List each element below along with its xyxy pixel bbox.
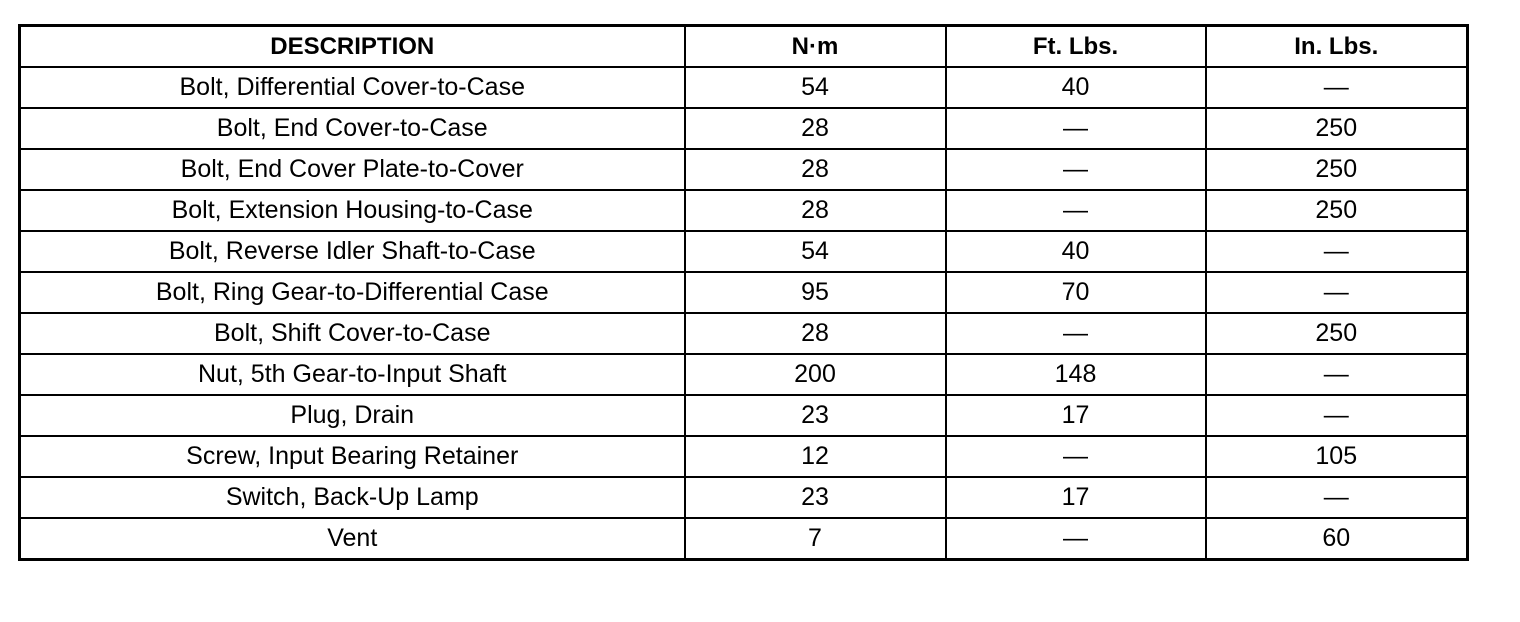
table-row — [20, 149, 1468, 190]
table-row — [20, 231, 1468, 272]
cell-foot-pounds: — — [946, 436, 1206, 477]
cell-newton-meters: 28 — [685, 108, 946, 149]
cell-description: Bolt, Extension Housing-to-Case — [20, 190, 685, 231]
cell-foot-pounds: — — [946, 313, 1206, 354]
cell-foot-pounds: 40 — [946, 231, 1206, 272]
cell-inch-pounds: — — [1206, 395, 1468, 436]
cell-description: Bolt, Ring Gear-to-Differential Case — [20, 272, 685, 313]
header-inch-pounds: In. Lbs. — [1206, 26, 1468, 68]
cell-description: Switch, Back-Up Lamp — [20, 477, 685, 518]
cell-foot-pounds: — — [946, 190, 1206, 231]
table-row — [20, 395, 1468, 436]
cell-newton-meters: 54 — [685, 231, 946, 272]
cell-foot-pounds: 17 — [946, 395, 1206, 436]
table-row — [20, 436, 1468, 477]
cell-inch-pounds: — — [1206, 231, 1468, 272]
cell-description: Bolt, End Cover-to-Case — [20, 108, 685, 149]
cell-newton-meters: 95 — [685, 272, 946, 313]
cell-newton-meters: 12 — [685, 436, 946, 477]
torque-specifications-table — [18, 24, 1469, 561]
cell-foot-pounds: — — [946, 108, 1206, 149]
table-body — [20, 67, 1468, 560]
table-row — [20, 190, 1468, 231]
table-row — [20, 518, 1468, 560]
cell-foot-pounds: — — [946, 149, 1206, 190]
cell-newton-meters: 28 — [685, 149, 946, 190]
table-row — [20, 108, 1468, 149]
header-newton-meters: N·m — [685, 26, 946, 68]
cell-newton-meters: 28 — [685, 313, 946, 354]
cell-inch-pounds: 60 — [1206, 518, 1468, 560]
table-row — [20, 272, 1468, 313]
cell-inch-pounds: 105 — [1206, 436, 1468, 477]
cell-inch-pounds: 250 — [1206, 313, 1468, 354]
header-description: DESCRIPTION — [20, 26, 685, 68]
cell-newton-meters: 23 — [685, 477, 946, 518]
cell-inch-pounds: 250 — [1206, 190, 1468, 231]
cell-newton-meters: 28 — [685, 190, 946, 231]
table-row — [20, 313, 1468, 354]
cell-inch-pounds: 250 — [1206, 149, 1468, 190]
cell-inch-pounds: — — [1206, 477, 1468, 518]
table-header — [20, 26, 1468, 68]
cell-description: Bolt, End Cover Plate-to-Cover — [20, 149, 685, 190]
table-row — [20, 354, 1468, 395]
cell-foot-pounds: 17 — [946, 477, 1206, 518]
cell-description: Bolt, Differential Cover-to-Case — [20, 67, 685, 108]
cell-description: Nut, 5th Gear-to-Input Shaft — [20, 354, 685, 395]
cell-newton-meters: 54 — [685, 67, 946, 108]
header-foot-pounds: Ft. Lbs. — [946, 26, 1206, 68]
cell-inch-pounds: 250 — [1206, 108, 1468, 149]
cell-description: Plug, Drain — [20, 395, 685, 436]
cell-inch-pounds: — — [1206, 354, 1468, 395]
header-row — [20, 26, 1468, 68]
cell-inch-pounds: — — [1206, 272, 1468, 313]
cell-description: Bolt, Reverse Idler Shaft-to-Case — [20, 231, 685, 272]
cell-foot-pounds: 40 — [946, 67, 1206, 108]
cell-description: Vent — [20, 518, 685, 560]
cell-description: Screw, Input Bearing Retainer — [20, 436, 685, 477]
cell-description: Bolt, Shift Cover-to-Case — [20, 313, 685, 354]
cell-foot-pounds: — — [946, 518, 1206, 560]
cell-newton-meters: 7 — [685, 518, 946, 560]
cell-newton-meters: 200 — [685, 354, 946, 395]
cell-newton-meters: 23 — [685, 395, 946, 436]
table-row — [20, 477, 1468, 518]
table-row — [20, 67, 1468, 108]
cell-foot-pounds: 148 — [946, 354, 1206, 395]
cell-inch-pounds: — — [1206, 67, 1468, 108]
cell-foot-pounds: 70 — [946, 272, 1206, 313]
